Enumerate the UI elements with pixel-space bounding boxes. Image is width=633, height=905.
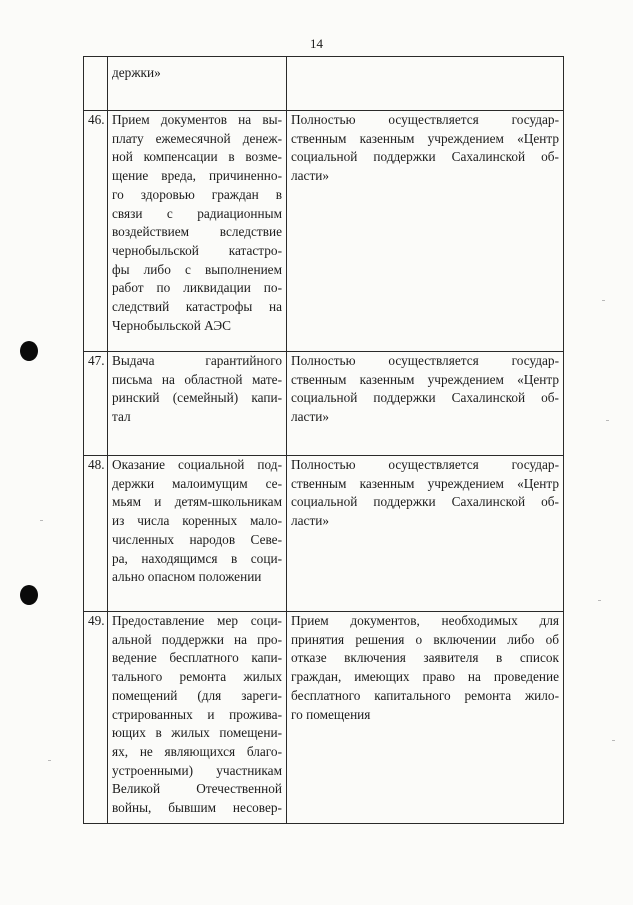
text-line: воздействием вследствие: [112, 224, 282, 240]
text-line: держки малоимущим се-: [112, 475, 282, 491]
performer-cell: [287, 352, 564, 456]
service-cell: [108, 57, 287, 111]
text-line: стрированных и прожива-: [112, 706, 282, 722]
text-line: фы либо с выполнением: [112, 261, 282, 277]
text-line: ведение бесплатного капи-: [112, 650, 282, 666]
scan-speck: [612, 740, 615, 741]
table-row: [84, 352, 564, 456]
scan-speck: [602, 300, 605, 301]
text-line: Чернобыльской АЭС: [112, 317, 232, 333]
text-line: бесплатного капитального ремонта жило-: [291, 687, 559, 703]
text-line: Полностью осуществляется государ-: [291, 353, 559, 368]
text-line: чернобыльской катастро-: [112, 242, 282, 258]
text-line: ласти»: [291, 513, 330, 529]
text-line: Предоставление мер соци-: [112, 613, 282, 628]
row-number: 48.: [84, 456, 108, 612]
text-line: численных народов Севе-: [112, 531, 282, 547]
text-line: плату ежемесячной денеж-: [112, 130, 282, 146]
text-line: граждан, имеющих право на проведение: [291, 669, 559, 685]
text-line: социальной поддержки Сахалинской об-: [291, 494, 559, 510]
text-line: ной компенсации в возме-: [112, 149, 282, 165]
text-line: Оказание социальной под-: [112, 457, 282, 472]
text-line: Выдача гарантийного: [112, 353, 282, 368]
service-cell: [108, 352, 287, 456]
service-cell: [108, 612, 287, 824]
text-line: ласти»: [291, 168, 330, 184]
text-line: Полностью осуществляется государ-: [291, 457, 559, 472]
text-line: го помещения: [291, 706, 371, 722]
text-line: принятия решения о включении либо об: [291, 631, 559, 647]
text-line: работ по ликвидации по-: [112, 280, 282, 296]
text-line: Прием документов, необходимых для: [291, 613, 559, 628]
services-table: [83, 56, 564, 824]
binder-hole-mark: [20, 341, 38, 361]
text-line: ях, не являющихся благо-: [112, 743, 282, 759]
text-line: социальной поддержки Сахалинской об-: [291, 149, 559, 165]
scan-speck: [40, 520, 43, 521]
row-number: [84, 57, 108, 111]
text-line: письма на областной мате-: [112, 371, 282, 387]
text-line: щение вреда, причиненно-: [112, 168, 282, 184]
table-row: [84, 612, 564, 824]
text-line: войны, бывшим несовер-: [112, 800, 282, 816]
performer-cell: [287, 612, 564, 824]
text-line: ласти»: [291, 409, 330, 425]
text-line: ственным казенным учреждением «Центр: [291, 475, 559, 491]
page-number: 14: [310, 36, 323, 51]
text-line: отказе включения заявителя в список: [291, 650, 559, 666]
text-line: держки»: [112, 65, 161, 80]
text-line: социальной поддержки Сахалинской об-: [291, 390, 559, 406]
text-line: ющих в жилых помещени-: [112, 725, 282, 741]
service-cell: [108, 456, 287, 612]
text-line: альной поддержки на про-: [112, 631, 282, 647]
table-row: [84, 111, 564, 352]
performer-cell: [287, 57, 564, 111]
performer-cell: [287, 456, 564, 612]
table-row: [84, 57, 564, 111]
text-line: Прием документов на вы-: [112, 112, 282, 127]
text-line: ственным казенным учреждением «Центр: [291, 130, 559, 146]
text-line: Полностью осуществляется государ-: [291, 112, 559, 127]
row-number: 46.: [84, 111, 108, 352]
service-cell: [108, 111, 287, 352]
binder-hole-mark: [20, 585, 38, 605]
row-number: 49.: [84, 612, 108, 824]
row-number: 47.: [84, 352, 108, 456]
text-line: помещений (для зареги-: [112, 687, 282, 703]
text-line: связи с радиационным: [112, 205, 282, 221]
scan-speck: [606, 420, 609, 421]
text-line: ственным казенным учреждением «Центр: [291, 371, 559, 387]
table-row: [84, 456, 564, 612]
text-line: следствий катастрофы на: [112, 299, 282, 315]
text-line: ально опасном положении: [112, 569, 262, 585]
text-line: тального ремонта жилых: [112, 669, 282, 685]
scan-speck: [598, 600, 601, 601]
text-line: мьям и детям-школьникам: [112, 494, 282, 510]
performer-cell: [287, 111, 564, 352]
text-line: из числа коренных мало-: [112, 513, 282, 529]
text-line: устроенными) участникам: [112, 762, 282, 778]
text-line: ринский (семейный) капи-: [112, 390, 282, 406]
text-line: го здоровью граждан в: [112, 186, 282, 202]
text-line: ра, находящимся в соци-: [112, 550, 282, 566]
text-line: Великой Отечественной: [112, 781, 282, 797]
text-line: тал: [112, 409, 131, 425]
scan-speck: [48, 760, 51, 761]
